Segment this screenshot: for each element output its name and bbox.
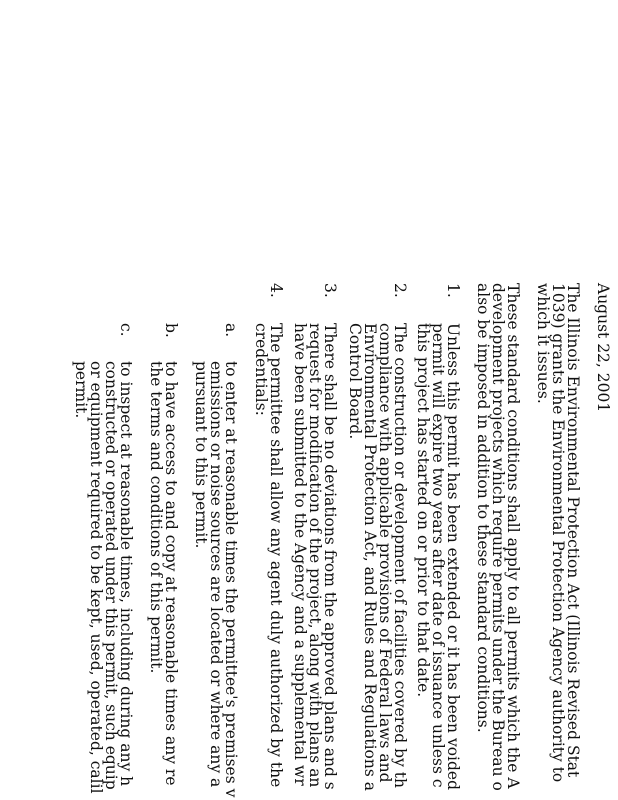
subcondition-line: pursuant to this permit. [192,361,210,549]
condition-line: The construction or development of facilities covered by th [391,323,409,788]
preamble-line: also be imposed in addition to these standard conditions. [474,283,492,733]
condition-line: Environmental Protection Act, and Rules and Regulations a [361,323,379,791]
condition-line: There shall be no deviations from the approved plans and s [321,323,339,790]
subcondition-line: to enter at reasonable times the permittee's premises v [222,361,240,798]
subcondition-line: permit. [72,361,90,419]
condition-number: 4. [267,283,285,298]
subcondition-line: to have access to and copy at reasonable times any re [162,361,180,786]
intro-line: 1039) grants the Environmental Protection Agency authority to [549,283,567,783]
preamble-line: These standard conditions shall apply to all permits which the A [504,283,522,789]
intro-line: which it issues. [534,283,552,404]
subcondition-letter: b. [162,323,180,338]
condition-line: permit will expire two years after date of issuance unless c [429,323,447,788]
intro-line: The Illinois Environmental Protection Act (Illinois Revised Stat [564,283,582,778]
condition-number: 3. [321,283,339,298]
condition-number: 2. [391,283,409,298]
condition-line: compliance with applicable provisions of Federal laws and [376,323,394,783]
subcondition-line: constructed or operated under this permit, such equip [102,361,120,790]
condition-line: Unless this permit has been extended or it has been voided [444,323,462,791]
condition-line: have been submitted to the Agency and a supplemental wr [291,323,309,786]
subcondition-line: the terms and conditions of this permit. [147,361,165,674]
condition-number: 1. [444,283,462,298]
subcondition-line: emissions or noise sources are located or where any a [207,361,225,788]
subcondition-letter: c. [117,323,135,337]
preamble-line: development projects which require permits under the Bureau o [489,283,507,791]
condition-line: credentials: [252,323,270,416]
condition-line: this project has started on or prior to that date. [414,323,432,698]
document-date: August 22, 2001 [594,283,612,413]
subcondition-line: or equipment required to be kept, used, operated, calil [87,361,105,794]
condition-line: The permittee shall allow any agent duly authorized by the [267,323,285,788]
condition-line: Control Board. [346,323,364,440]
subcondition-line: to inspect at reasonable times, including during any h [117,361,135,787]
condition-line: request for modification of the project, along with plans an [306,323,324,788]
subcondition-letter: a. [222,323,240,338]
